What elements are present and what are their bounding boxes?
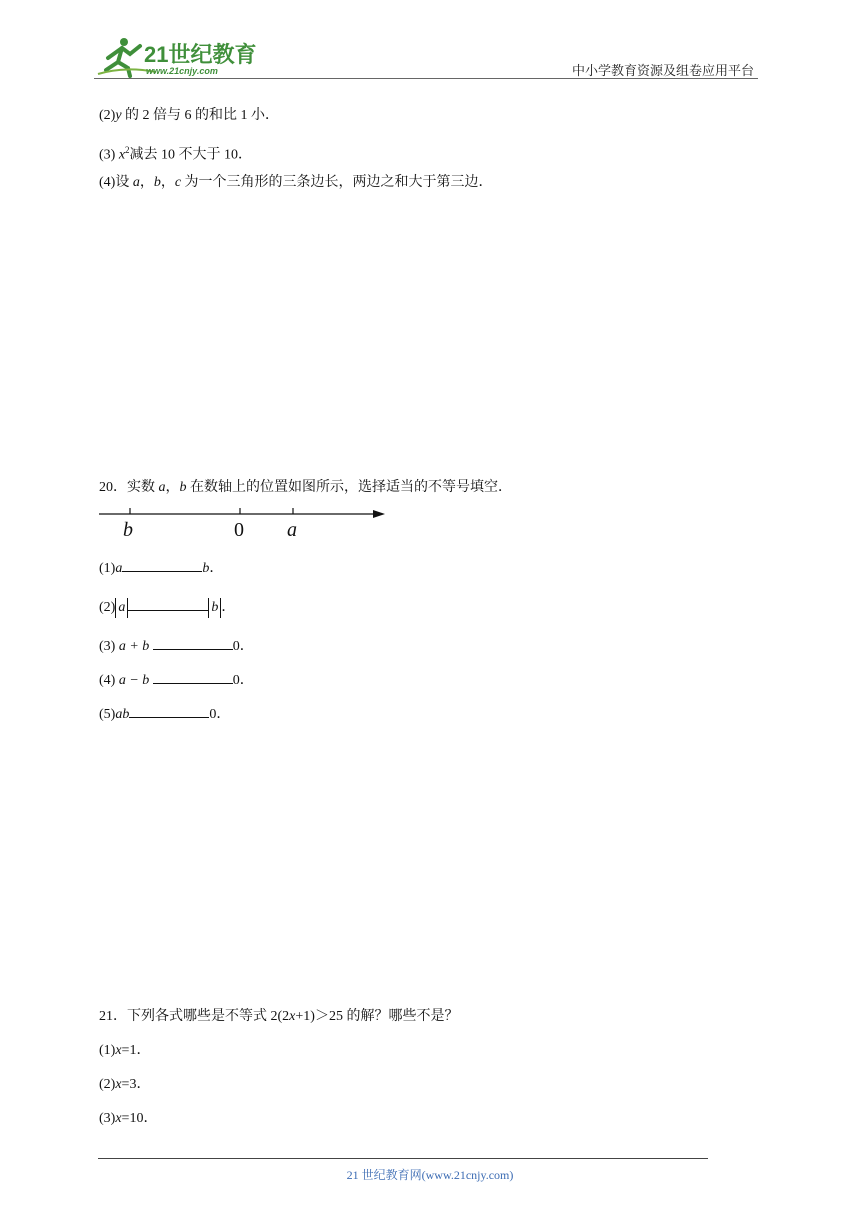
svg-text:www.21cnjy.com: www.21cnjy.com <box>146 66 218 76</box>
header-divider <box>94 78 758 79</box>
footer-divider <box>98 1158 708 1159</box>
footer-link[interactable]: 21 世纪教育网(www.21cnjy.com) <box>346 1168 514 1182</box>
site-logo <box>94 36 269 78</box>
q20-stem: 20．实数 a，b 在数轴上的位置如图所示，选择适当的不等号填空． <box>99 480 512 495</box>
q20-item3: (3) a + b 0． <box>99 635 254 657</box>
axis-label-b: b <box>123 519 133 541</box>
q21-item2: (2)x=3． <box>99 1077 151 1092</box>
q21-item3: (3)x=10． <box>99 1111 158 1126</box>
axis-label-zero: 0 <box>234 519 244 541</box>
platform-name: 中小学教育资源及组卷应用平台 <box>571 63 754 78</box>
q20-item1: (1)a b． <box>99 557 223 579</box>
answer-blank[interactable] <box>153 635 233 650</box>
answer-blank[interactable] <box>128 596 208 611</box>
q20-item2: (2) a b ． <box>99 596 235 618</box>
q19-part2: (2)y 的 2 倍与 6 的和比 1 小． <box>99 108 280 123</box>
axis-label-a: a <box>287 519 297 541</box>
q21-item1: (1)x=1． <box>99 1043 151 1058</box>
svg-text:21世纪教育: 21世纪教育 <box>144 42 257 67</box>
q20-item5: (5)ab 0． <box>99 703 230 725</box>
answer-blank[interactable] <box>153 669 233 684</box>
q19-part4: (4)设 a，b，c 为一个三角形的三条边长，两边之和大于第三边． <box>99 175 493 190</box>
q20-item4: (4) a − b 0． <box>99 669 254 691</box>
number-line <box>97 502 387 542</box>
q19-part3: (3) $x^2$减去 10 不大于 10． <box>99 145 253 163</box>
answer-blank[interactable] <box>129 703 209 718</box>
arrow-head-icon <box>373 510 385 518</box>
answer-blank[interactable] <box>122 557 202 572</box>
q21-stem: 21．下列各式哪些是不等式 2(2x+1)＞25 的解？哪些不是？ <box>99 1009 459 1024</box>
